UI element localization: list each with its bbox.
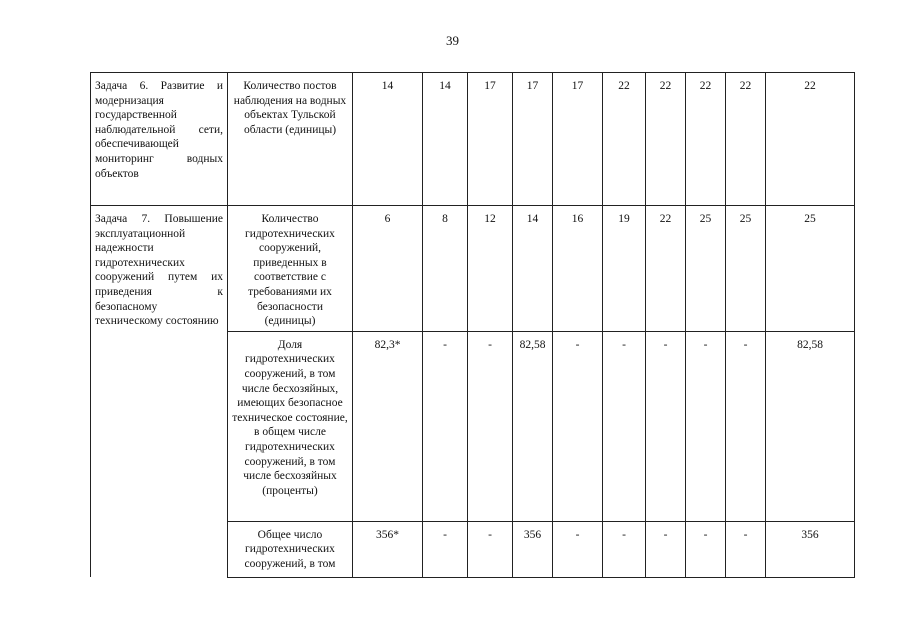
- indicator-cell: Количество гидротехнических сооружений, приведенных в соответствие с требованиями их безопасности (единицы): [228, 206, 353, 332]
- value-cell: -: [603, 331, 646, 521]
- table-row: [91, 73, 855, 206]
- value-cell: 22: [766, 73, 855, 206]
- indicator-cell: Доля гидротехнических сооружений, в том числе бесхозяйных, имеющих безопасное техническое состояние, в общем числе гидротехнических сооружений, в том числе бесхозяйных (проценты): [228, 331, 353, 521]
- value-cell: 22: [686, 73, 726, 206]
- value-cell: -: [553, 331, 603, 521]
- value-cell: -: [468, 521, 513, 577]
- value-cell: 356: [766, 521, 855, 577]
- indicator-cell: Общее число гидротехнических сооружений, в том: [228, 521, 353, 577]
- value-cell: 25: [686, 206, 726, 332]
- value-cell: 8: [423, 206, 468, 332]
- value-cell: 22: [646, 73, 686, 206]
- value-cell: 16: [553, 206, 603, 332]
- value-cell: -: [423, 521, 468, 577]
- value-cell: 17: [553, 73, 603, 206]
- value-cell: 14: [353, 73, 423, 206]
- value-cell: 25: [766, 206, 855, 332]
- value-cell: 17: [513, 73, 553, 206]
- value-cell: 14: [423, 73, 468, 206]
- value-cell: 19: [603, 206, 646, 332]
- value-cell: -: [686, 521, 726, 577]
- table-row: [91, 206, 855, 332]
- value-cell: 82,3*: [353, 331, 423, 521]
- value-cell: 6: [353, 206, 423, 332]
- value-cell: 22: [603, 73, 646, 206]
- page-number: 39: [446, 33, 459, 48]
- task-cell: Задача 7. Повышение эксплуатационной надежности гидротехнических сооружений путем их приведения к безопасному техническому состоянию: [91, 206, 228, 578]
- indicator-cell: Количество постов наблюдения на водных объектах Тульской области (единицы): [228, 73, 353, 206]
- value-cell: -: [603, 521, 646, 577]
- value-cell: -: [553, 521, 603, 577]
- value-cell: 12: [468, 206, 513, 332]
- value-cell: -: [646, 521, 686, 577]
- task-cell: Задача 6. Развитие и модернизация государственной наблюдательной сети, обеспечивающей мониторинг водных объектов: [91, 73, 228, 206]
- value-cell: -: [423, 331, 468, 521]
- value-cell: -: [686, 331, 726, 521]
- value-cell: 356*: [353, 521, 423, 577]
- value-cell: 356: [513, 521, 553, 577]
- value-cell: 82,58: [513, 331, 553, 521]
- indicators-table: [90, 72, 855, 578]
- value-cell: 25: [726, 206, 766, 332]
- value-cell: -: [726, 521, 766, 577]
- value-cell: 22: [646, 206, 686, 332]
- value-cell: -: [646, 331, 686, 521]
- value-cell: 82,58: [766, 331, 855, 521]
- value-cell: 14: [513, 206, 553, 332]
- value-cell: -: [468, 331, 513, 521]
- value-cell: 17: [468, 73, 513, 206]
- value-cell: -: [726, 331, 766, 521]
- value-cell: 22: [726, 73, 766, 206]
